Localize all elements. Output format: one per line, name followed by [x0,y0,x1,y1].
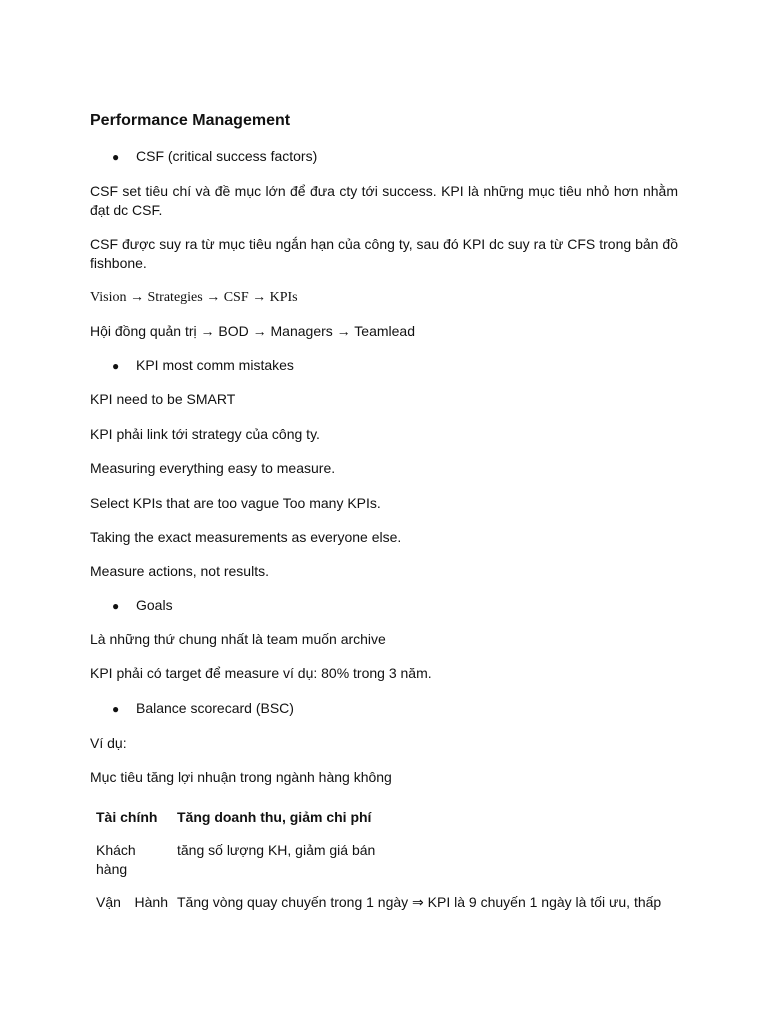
bullet-bsc [112,699,294,719]
paragraph: Là những thứ chung nhất là team muốn archive [90,631,386,647]
paragraph: KPI need to be SMART [90,391,236,407]
bullet-marker: ● [112,150,120,164]
bullet-marker: ● [112,359,120,373]
paragraph: Measuring everything easy to measure. [90,460,336,476]
bullet-kpi-mistakes [112,356,294,376]
table-cell-value: tăng số lượng KH, giảm giá bán [177,842,376,858]
paragraph: Ví dụ: [90,735,127,751]
paragraph: Measure actions, not results. [90,563,269,579]
table-cell-label: Vận Hành [96,894,168,910]
bullet-marker: ● [112,599,120,613]
table-cell-value: Tăng doanh thu, giảm chi phí [177,809,372,825]
bullet-text: Goals [136,597,173,613]
bullet-goals [112,596,173,616]
bullet-text: CSF (critical success factors) [136,148,318,164]
table-cell-label: Tài chính [96,809,158,825]
bullet-text: KPI most comm mistakes [136,357,294,373]
table-cell-label: Khách hàng [96,842,136,877]
paragraph: Taking the exact measurements as everyone else. [90,529,402,545]
bullet-text: Balance scorecard (BSC) [136,700,294,716]
paragraph: KPI phải có target để measure ví dụ: 80% trong 3 năm. [90,665,432,681]
paragraph: CSF set tiêu chí và đề mục lớn để đưa cty tới success. KPI là những mục tiêu nhỏ hơn nhằm đạt dc CSF. [90,183,678,218]
paragraph-hierarchy: Hội đồng quản trị → BOD → Managers → Teamlead [90,323,416,339]
paragraph: Select KPIs that are too vague Too many KPIs. [90,495,381,511]
paragraph: KPI phải link tới strategy của công ty. [90,426,320,442]
paragraph-flow: Vision → Strategies → CSF → KPIs [90,290,298,305]
paragraph: CSF được suy ra từ mục tiêu ngắn hạn của công ty, sau đó KPI dc suy ra từ CFS trong bản đồ fishbone. [90,236,678,271]
paragraph: Mục tiêu tăng lợi nhuận trong ngành hàng không [90,769,392,785]
bullet-csf [112,147,317,167]
page-title: Performance Management [90,112,291,129]
table-cell-value: Tăng vòng quay chuyến trong 1 ngày ⇒ KPI là 9 chuyến 1 ngày là tối ưu, thấp [177,894,662,910]
bullet-marker: ● [112,702,120,716]
